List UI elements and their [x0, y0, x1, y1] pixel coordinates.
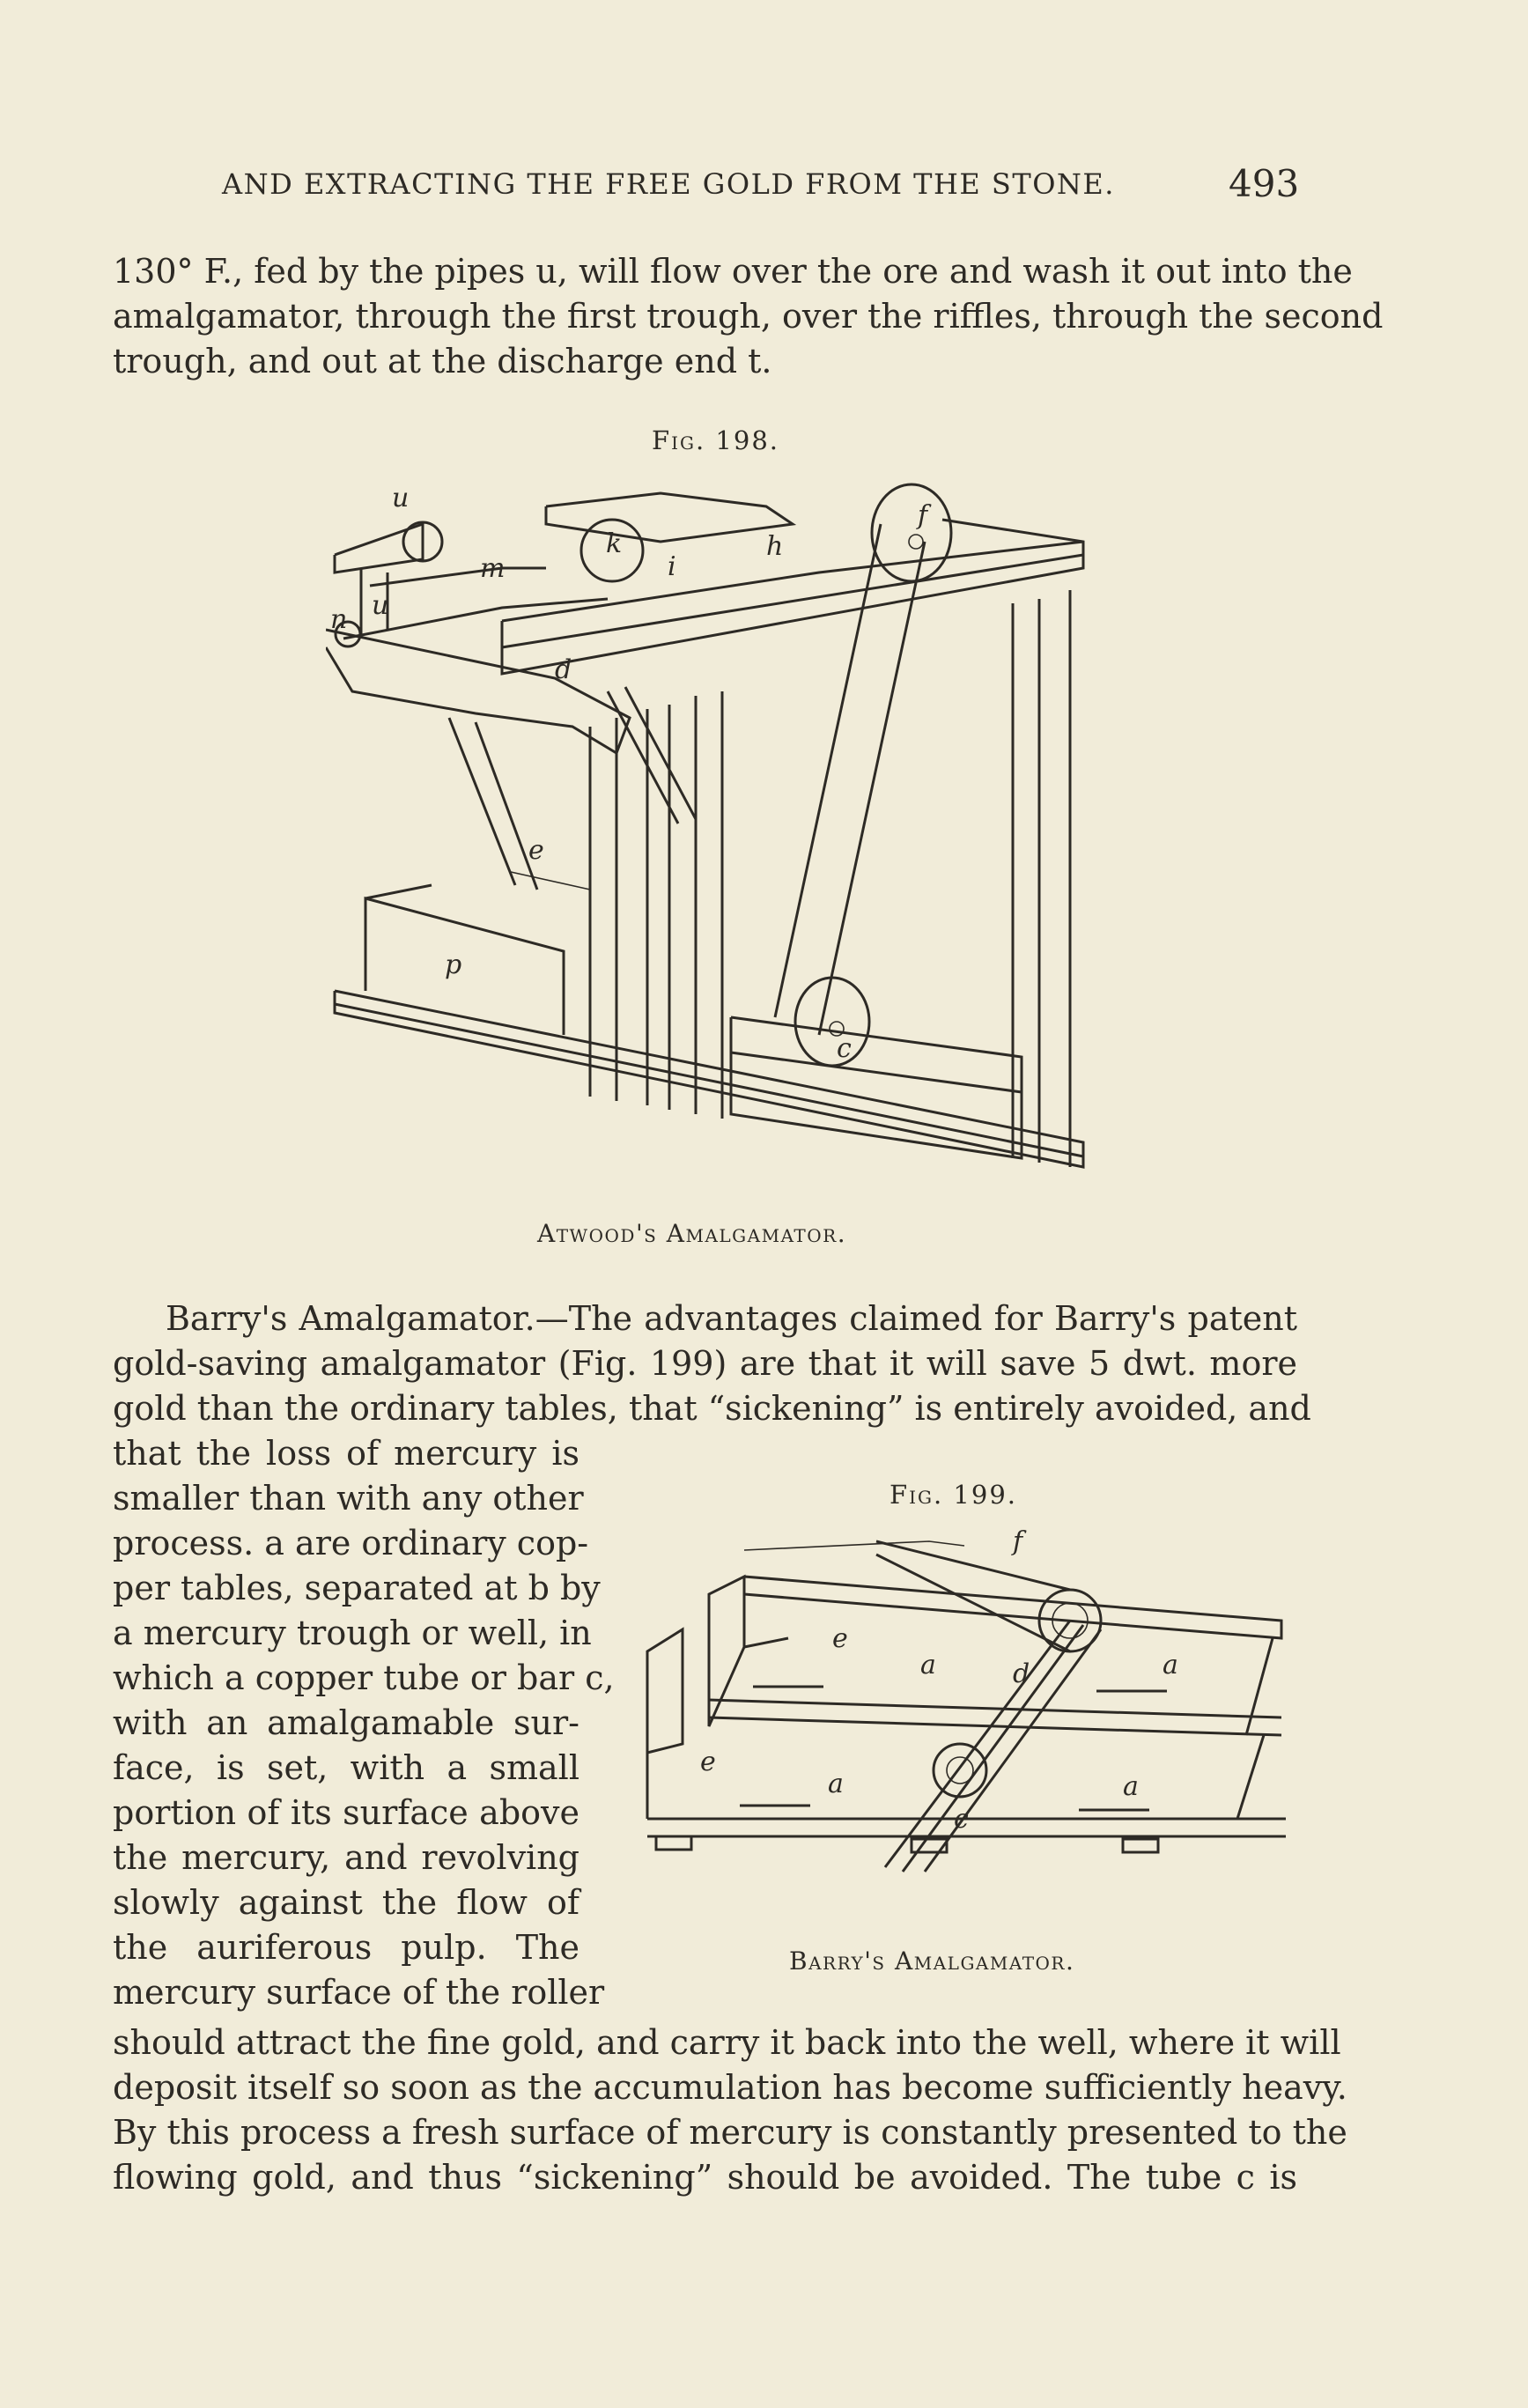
label-h: h: [766, 531, 784, 562]
text-line: face, is set, with a small: [113, 1748, 579, 1787]
paragraph-2-narrow-column: [113, 1431, 615, 2015]
label-a-lower-right: a: [1123, 1771, 1139, 1802]
text-line: with an amalgamable sur-: [113, 1703, 579, 1742]
figure-199-label: Fig. 199.: [889, 1480, 1018, 1510]
text-line: portion of its surface above: [113, 1793, 579, 1832]
label-u-top: u: [392, 483, 410, 513]
text-line: should attract the fine gold, and carry it back into the well, where it will: [113, 2023, 1341, 2062]
text-line: per tables, separated at b by: [113, 1569, 601, 1607]
text-line: which a copper tube or bar c,: [113, 1658, 615, 1697]
text-line: that the loss of mercury is: [113, 1434, 579, 1473]
figure-199-barrys-amalgamator: [612, 1515, 1299, 1929]
paragraph-1: [113, 249, 1384, 384]
label-a-right: a: [1163, 1650, 1178, 1680]
text-line: mercury surface of the roller: [113, 1973, 605, 2012]
text-line: gold-saving amalgamator (Fig. 199) are that it will save 5 dwt. more: [113, 1344, 1297, 1383]
label-m: m: [480, 553, 506, 584]
text-line: the auriferous pulp. The: [113, 1928, 579, 1967]
text-line: amalgamator, through the first trough, over the riffles, through the second: [113, 297, 1384, 336]
text-line: smaller than with any other: [113, 1479, 584, 1518]
label-i: i: [668, 551, 676, 582]
text-line: By this process a fresh surface of mercury is constantly presented to the: [113, 2113, 1347, 2152]
label-d: d: [1013, 1658, 1030, 1689]
figure-198-caption: Atwood's Amalgamator.: [537, 1219, 847, 1248]
label-d: d: [555, 654, 572, 685]
text-line: deposit itself so soon as the accumulation has become sufficiently heavy.: [113, 2068, 1347, 2107]
label-e-top: e: [832, 1623, 848, 1654]
figure-199-caption: Barry's Amalgamator.: [789, 1946, 1075, 1976]
label-c: c: [954, 1804, 969, 1835]
text-line: gold than the ordinary tables, that “sickening” is entirely avoided, and: [113, 1389, 1311, 1428]
label-e-left: e: [700, 1747, 716, 1777]
label-k: k: [606, 528, 623, 559]
paragraph-3: [113, 2020, 1347, 2200]
text-line: process. a are ordinary cop-: [113, 1524, 589, 1562]
label-p: p: [445, 949, 462, 980]
label-u: u: [372, 590, 389, 621]
text-line: Barry's Amalgamator.—The advantages claimed for Barry's patent: [166, 1299, 1297, 1338]
text-line: flowing gold, and thus “sickening” should be avoided. The tube c is: [113, 2158, 1297, 2197]
label-f: f: [1013, 1526, 1023, 1557]
label-n: n: [330, 604, 348, 635]
label-a-lower: a: [828, 1769, 844, 1799]
figure-198-atwoods-amalgamator: [326, 471, 1101, 1215]
text-line: a mercury trough or well, in: [113, 1614, 592, 1652]
paragraph-2: [113, 1296, 1311, 1431]
running-head: AND EXTRACTING THE FREE GOLD FROM THE STONE.: [222, 167, 1115, 201]
label-f: f: [918, 500, 928, 531]
label-e: e: [528, 835, 544, 866]
figure-198-label: Fig. 198.: [652, 425, 780, 455]
text-line: the mercury, and revolving: [113, 1838, 579, 1877]
text-line: 130° F., fed by the pipes u, will flow over the ore and wash it out into the: [113, 252, 1353, 291]
page-number: 493: [1229, 162, 1300, 205]
label-c: c: [837, 1033, 852, 1064]
label-a: a: [920, 1650, 936, 1680]
text-line: slowly against the flow of: [113, 1883, 579, 1922]
text-line: trough, and out at the discharge end t.: [113, 342, 772, 380]
